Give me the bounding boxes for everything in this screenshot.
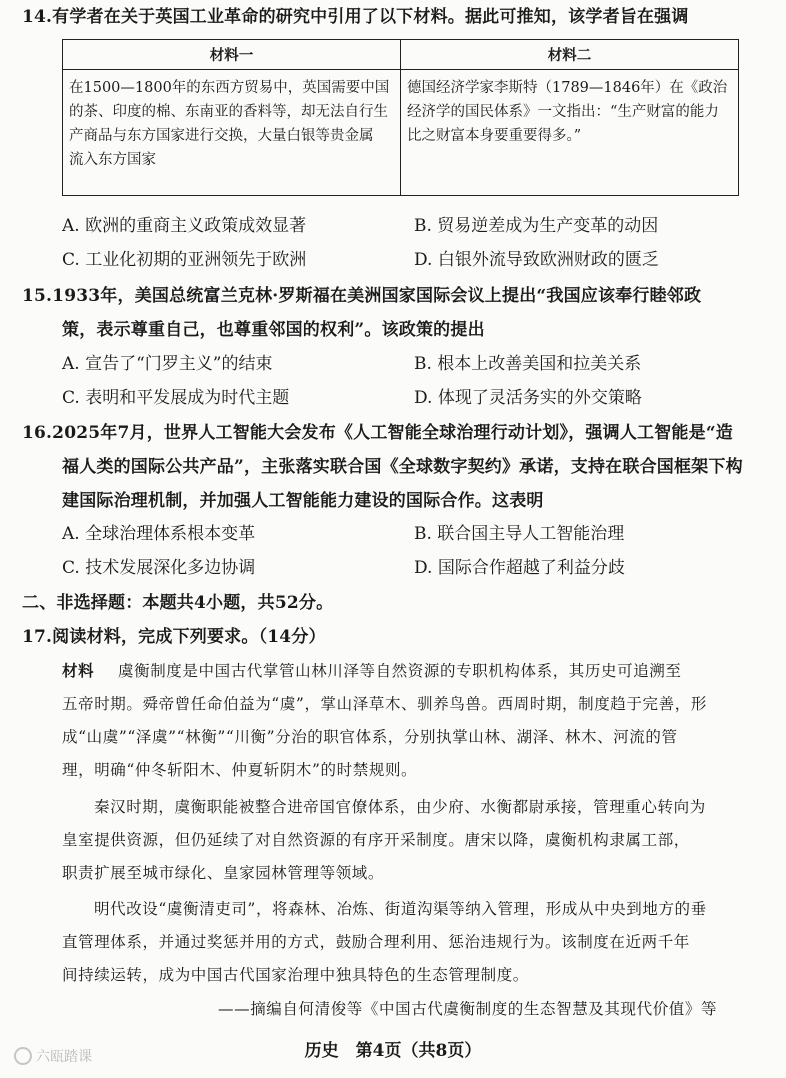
q16-option-a: A. 全球治理体系根本变革 [62, 524, 256, 544]
material-2-line: 比之财富本身要重要得多。” [407, 128, 582, 144]
q17-p2-line: 职责扩展至城市绿化、皇家园林管理等领域。 [62, 864, 385, 882]
table-header-material-1: 材料一 [63, 40, 401, 70]
q17-material-label: 材料 [62, 661, 95, 680]
section-2-heading: 二、非选择题：本题共4小题，共52分。 [22, 593, 334, 613]
q14-option-b: B. 贸易逆差成为生产变革的动因 [414, 216, 659, 236]
q17-p1-line: 五帝时期。舜帝曾任命伯益为“虞”，掌山泽草木、驯养鸟兽。西周时期，制度趋于完善，形 [62, 695, 707, 713]
q16-stem-line-2: 福人类的国际公共产品”，主张落实联合国《全球数字契约》承诺，支持在联合国框架下构 [62, 457, 743, 477]
q17-p2-line: 秦汉时期，虞衡职能被整合进帝国官僚体系，由少府、水衡都尉承接，管理重心转向为 [94, 798, 706, 816]
watermark-logo-icon [14, 1047, 32, 1065]
material-1-line: 流入东方国家 [69, 152, 156, 168]
page-footer: 历史 第4页（共8页） [304, 1041, 482, 1061]
material-1-line: 在1500—1800年的东西方贸易中，英国需要中国 [69, 80, 390, 96]
q17-p3-line: 间持续运转，成为中国古代国家治理中独具特色的生态管理制度。 [62, 966, 529, 984]
q17-p1-line: 理，明确“仲冬斩阳木、仲夏斩阴木”的时禁规则。 [62, 761, 418, 779]
watermark [14, 1046, 92, 1066]
watermark-text: 六瓯踏课 [36, 1049, 92, 1065]
table-cell-material-1 [63, 70, 401, 196]
q17-p1-line: 虞衡制度是中国古代掌管山林川泽等自然资源的专职机构体系，其历史可追溯至 [118, 662, 682, 680]
q15-option-a: A. 宣告了“门罗主义”的结束 [62, 354, 273, 374]
q14-stem: 14.有学者在关于英国工业革命的研究中引用了以下材料。据此可推知，该学者旨在强调 [22, 7, 689, 27]
q17-p1-line: 成“山虞”“泽虞”“林衡”“川衡”分治的职官体系，分别执掌山林、湖泽、林木、河流的管 [62, 728, 678, 746]
q16-option-c: C. 技术发展深化多边协调 [62, 558, 256, 578]
q16-option-b: B. 联合国主导人工智能治理 [414, 524, 625, 544]
q16-option-d: D. 国际合作超越了利益分歧 [414, 558, 625, 578]
material-2-line: 德国经济学家李斯特（1789—1846年）在《政治 [407, 80, 728, 96]
q14-option-d: D. 白银外流导致欧洲财政的匮乏 [414, 250, 659, 270]
q14-materials-table [62, 39, 739, 196]
q17-p3-line: 明代改设“虞衡清吏司”，将森林、冶炼、街道沟渠等纳入管理，形成从中央到地方的垂 [94, 900, 707, 918]
table-cell-material-2 [401, 70, 739, 196]
q14-option-a: A. 欧洲的重商主义政策成效显著 [62, 216, 307, 236]
material-1-line: 产商品与东方国家进行交换，大量白银等贵金属 [69, 128, 374, 144]
material-2-line: 经济学的国民体系》一文指出：“生产财富的能力 [407, 104, 719, 120]
q16-stem-line-1: 16.2025年7月，世界人工智能大会发布《人工智能全球治理行动计划》，强调人工智能是“造 [22, 423, 733, 443]
q15-option-d: D. 体现了灵活务实的外交策略 [414, 388, 642, 408]
q15-option-b: B. 根本上改善美国和拉美关系 [414, 354, 642, 374]
q15-stem-line-1: 15.1933年，美国总统富兰克林·罗斯福在美洲国家国际会议上提出“我国应该奉行睦邻政 [22, 286, 702, 306]
q14-option-c: C. 工业化初期的亚洲领先于欧洲 [62, 250, 307, 270]
q17-source: ——摘编自何清俊等《中国古代虞衡制度的生态智慧及其现代价值》等 [218, 1000, 718, 1018]
q15-option-c: C. 表明和平发展成为时代主题 [62, 388, 290, 408]
q17-p2-line: 皇室提供资源，但仍延续了对自然资源的有序开采制度。唐宋以降，虞衡机构隶属工部， [62, 831, 690, 849]
q17-stem: 17.阅读材料，完成下列要求。（14分） [22, 627, 326, 647]
material-1-line: 的茶、印度的棉、东南亚的香料等，却无法自行生 [69, 104, 388, 120]
q15-stem-line-2: 策，表示尊重自己，也尊重邻国的权利”。该政策的提出 [62, 320, 485, 340]
q17-p3-line: 直管理体系，并通过奖惩并用的方式，鼓励合理利用、惩治违规行为。该制度在近两千年 [62, 933, 690, 951]
q16-stem-line-3: 建国际治理机制，并加强人工智能能力建设的国际合作。这表明 [62, 491, 544, 511]
table-header-material-2: 材料二 [401, 40, 739, 70]
